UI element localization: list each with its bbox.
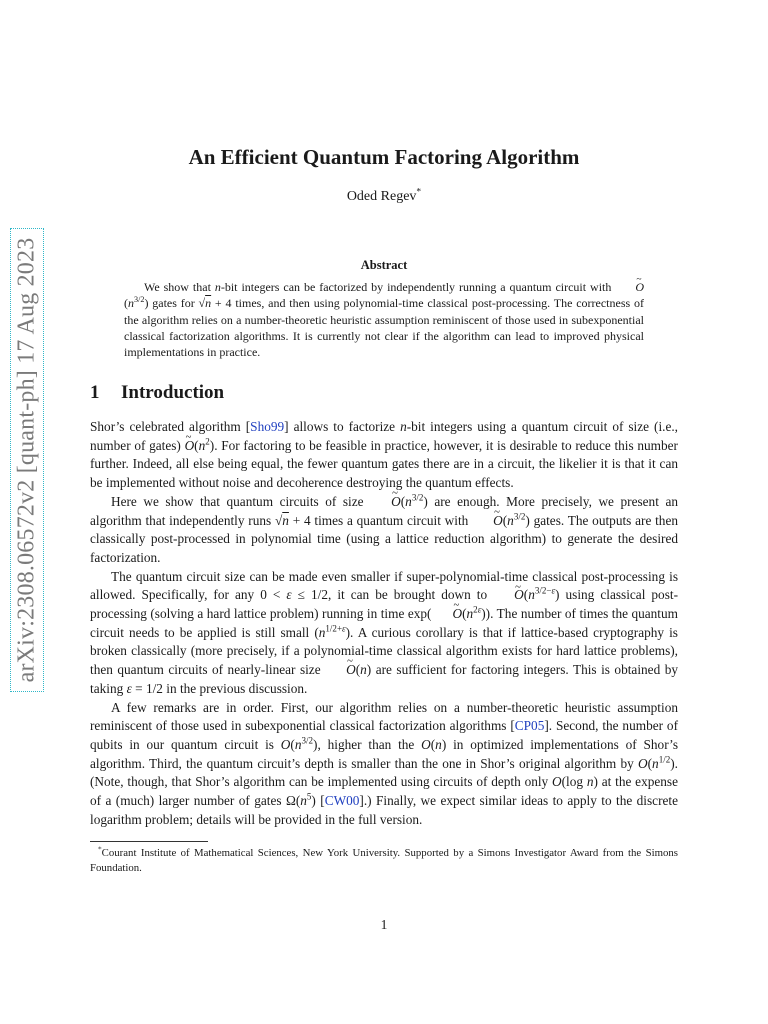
- footnote: [90, 846, 678, 876]
- paragraph-3: The quantum circuit size can be made even smaller if super-polynomial-time classical post-processing is allowed. Specifically, for any 0 < ε ≤ 1/2, it can be brought down to ~ $O(n^{3/2-\varepsilon})$ using classical post-processing (solving a hard lattice problem) running in time exp(~ $O(n^{2\varepsilon})$). The number of times the quantum circuit needs to be applied is still small $(n^{1/2+\varepsilon})$. A curious corollary is that if lattice-based cryptography is broken classically (more precisely, if a polynomial-time classical algorithm exists for hard lattice problems), then quantum circuits of nearly-linear size ~ O(n) are sufficient for factoring integers. This is obtained by taking ε = 1/2 in the previous discussion.: [90, 568, 678, 699]
- arxiv-identifier-stamp[interactable]: [10, 228, 44, 692]
- section-heading: [90, 382, 224, 404]
- paper-title: An Efficient Quantum Factoring Algorithm: [188, 145, 580, 169]
- section-title: Introduction: [121, 382, 225, 403]
- page-number: 1: [380, 917, 388, 932]
- author-name: Oded Regev: [346, 189, 417, 204]
- abstract-heading: Abstract: [360, 258, 408, 272]
- author-footnote-mark: *: [416, 187, 422, 198]
- paragraph-1: Shor’s celebrated algorithm [Sho99] allows to factorize n-bit integers using a quantum circuit of size (i.e., number of gates) ~ $O(n^2)$. For factoring to be feasible in practice, however, it is desirable to reduce this number further. Indeed, all else being equal, the fewer quantum gates there are in a circuit, the likelier it is that it can be implemented without noise and decoherence destroying the quantum effects.: [90, 418, 678, 493]
- citation-cp05[interactable]: CP05: [514, 718, 545, 734]
- citation-sho99[interactable]: Sho99: [250, 419, 285, 434]
- footnote-text: Courant Institute of Mathematical Sciences, New York University. Supported by a Simons Investigator Award from the Simons Foundation.: [90, 847, 678, 874]
- abstract-text: We show that n-bit integers can be factorized by independently running a quantum circuit with ~ $O(n^{3/2})$ gates for √n + 4 times, and then using polynomial-time classical post-processing. The correctness of the algorithm relies on a number-theoretic heuristic assumption reminiscent of those used in subexponential classical factorization algorithms. It is currently not clear if the algorithm can lead to improved physical implementations in practice.: [124, 279, 644, 360]
- citation-cw00[interactable]: CW00: [324, 793, 360, 809]
- introduction-body: [90, 418, 678, 829]
- footnote-mark: *: [98, 844, 102, 854]
- section-number: 1: [90, 382, 100, 403]
- footnote-rule: [90, 841, 208, 842]
- paragraph-2: Here we show that quantum circuits of size ~ $O(n^{3/2})$ are enough. More precisely, we present an algorithm that independently runs √n + 4 times a quantum circuit with ~ $O(n^{3/2})$ gates. The outputs are then classically post-processed in polynomial time (using a lattice reduction algorithm) to generate the desired factorization.: [90, 493, 678, 568]
- author-line: [0, 189, 768, 205]
- arxiv-identifier-text: arXiv:2308.06572v2 [quant-ph] 17 Aug 2023: [13, 237, 40, 683]
- paragraph-4: A few remarks are in order. First, our algorithm relies on a number-theoretic heuristic assumption reminiscent of those used in subexponential classical factorization algorithms [CP05]. Second, the number of qubits in our quantum circuit is $O(n^{3/2})$, higher than the O(n) in optimized implementations of Shor’s algorithm. Third, the quantum circuit’s depth is smaller than the one in Shor’s original algorithm by $O(n^{1/2})$. (Note, though, that Shor’s algorithm can be implemented using circuits of depth only O(log n) at the expense of a (much) larger number of gates $\Omega(n^5)$ [CW00].) Finally, we expect similar ideas to apply to the discrete logarithm problem; details will be provided in the full version.: [90, 699, 679, 827]
